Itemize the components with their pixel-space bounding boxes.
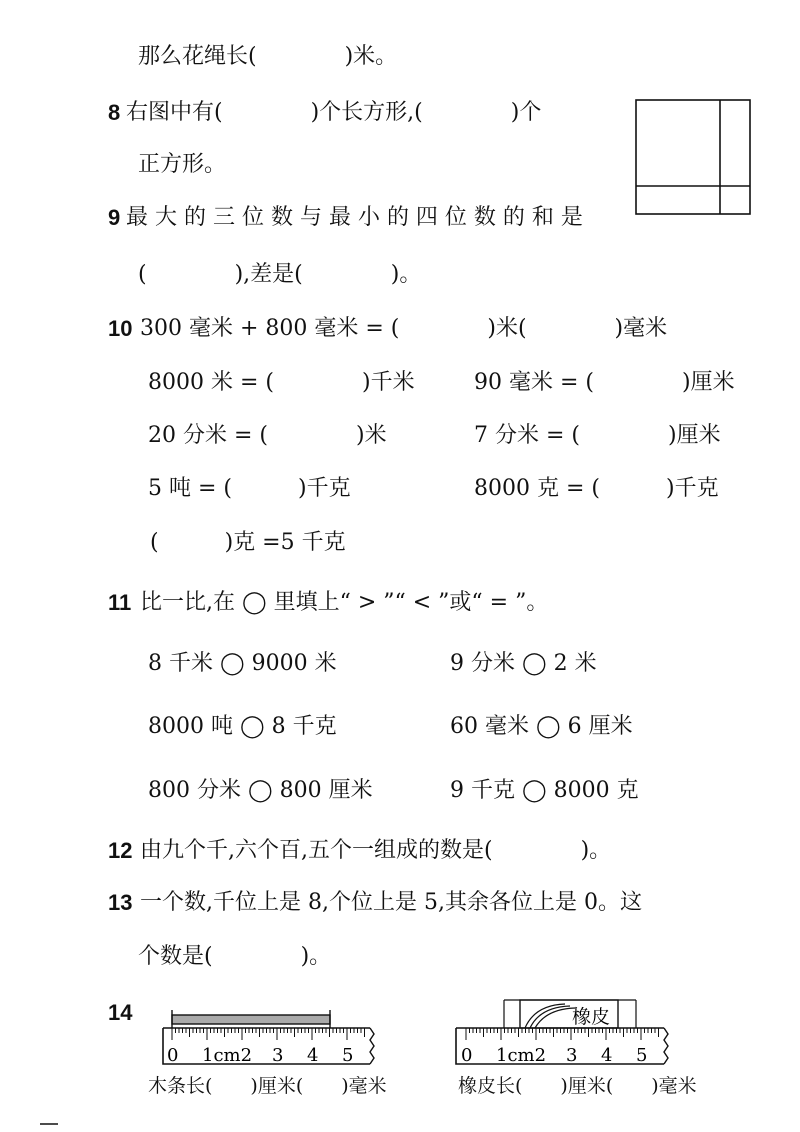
q12-text: 由九个千,六个百,五个一组成的数是( )。	[140, 838, 612, 863]
q10-line-2a: 8000 米 = ( )千米	[148, 370, 415, 395]
ruler-label: 1cm2	[202, 1045, 253, 1066]
q9-number: 9	[108, 205, 121, 230]
q10-line-3b: 7 分米 = ( )厘米	[474, 423, 721, 448]
q10-line-5: ( )克 =5 千克	[150, 530, 346, 555]
q11-row3-left: 800 分米 ◯ 800 厘米	[148, 778, 373, 803]
ruler-break-mark	[370, 1028, 374, 1064]
q10-line-2b: 90 毫米 = ( )厘米	[474, 370, 735, 395]
q11-instruction: 比一比,在 ◯ 里填上“ > ”“ < ”或“ = ”。	[140, 590, 549, 615]
q14-wood-answer: 木条长( )厘米( )毫米	[148, 1075, 387, 1097]
ruler-wood	[163, 1010, 374, 1066]
q11-row1-right: 9 分米 ◯ 2 米	[450, 651, 597, 676]
q9-line-2: ( ),差是( )。	[138, 262, 422, 287]
q14-number: 14	[108, 1000, 133, 1025]
ruler-label: 4	[601, 1045, 613, 1066]
eraser-label: 橡皮	[572, 1006, 611, 1028]
q11-number: 11	[108, 590, 132, 615]
q10-line-4a: 5 吨 = ( )千克	[148, 476, 351, 501]
q12-number: 12	[108, 838, 133, 863]
q11-row1-left: 8 千米 ◯ 9000 米	[148, 651, 337, 676]
ruler-label: 3	[566, 1045, 578, 1066]
ruler-label: 0	[167, 1045, 179, 1066]
q8-rectangle-figure	[636, 100, 750, 214]
q9-line-1: 最 大 的 三 位 数 与 最 小 的 四 位 数 的 和 是	[126, 205, 583, 230]
q8-line-2: 正方形。	[138, 152, 227, 177]
q11-row2-left: 8000 吨 ◯ 8 千克	[148, 714, 337, 739]
q13-line-2: 个数是( )。	[138, 944, 332, 969]
ruler-label: 3	[272, 1045, 284, 1066]
ruler-label: 5	[636, 1045, 648, 1066]
q10-line-3a: 20 分米 = ( )米	[148, 423, 387, 448]
ruler-eraser	[456, 1000, 668, 1066]
q10-line-1: 300 毫米 + 800 毫米 = ( )米( )毫米	[140, 316, 668, 341]
ruler-break-mark	[664, 1028, 668, 1064]
q11-row3-right: 9 千克 ◯ 8000 克	[450, 778, 639, 803]
q10-line-4b: 8000 克 = ( )千克	[474, 476, 719, 501]
q7-continuation: 那么花绳长( )米。	[138, 44, 398, 69]
q8-number: 8	[108, 100, 121, 125]
q11-row2-right: 60 毫米 ◯ 6 厘米	[450, 714, 633, 739]
ruler-body	[163, 1028, 370, 1064]
q13-number: 13	[108, 890, 133, 915]
q14-eraser-answer: 橡皮长( )厘米( )毫米	[458, 1075, 697, 1097]
ruler-body	[456, 1028, 664, 1064]
ruler-label: 4	[307, 1045, 319, 1066]
ruler-label: 1cm2	[496, 1045, 547, 1066]
wood-stick	[172, 1015, 330, 1024]
q8-line-1: 右图中有( )个长方形,( )个	[126, 100, 542, 125]
q13-line-1: 一个数,千位上是 8,个位上是 5,其余各位上是 0。这	[140, 890, 642, 915]
ruler-label: 0	[461, 1045, 473, 1066]
ruler-label: 5	[342, 1045, 354, 1066]
q10-number: 10	[108, 316, 133, 341]
